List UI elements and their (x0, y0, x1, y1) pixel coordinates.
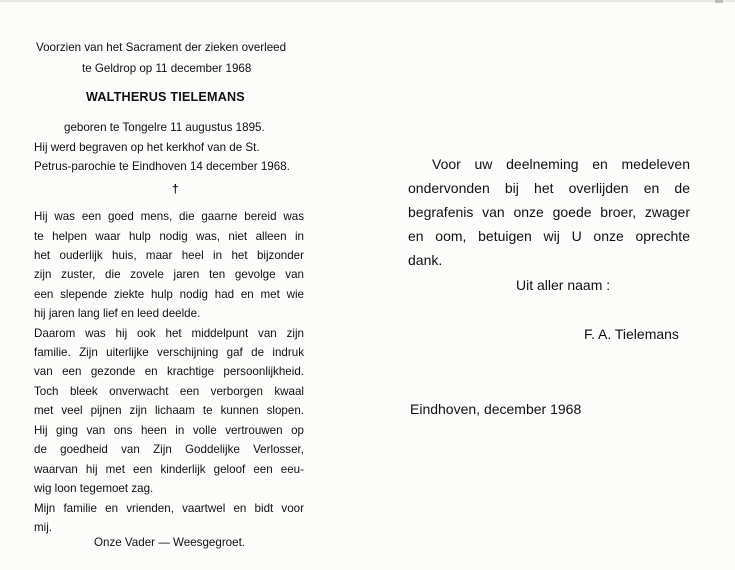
on-behalf-line: Uit aller naam : (516, 277, 611, 293)
body-line: met veel pijnen zijn lichaam te kunnen slopen. (34, 404, 304, 417)
body-line: wig loon tegemoet zag. (34, 482, 154, 495)
birth-line-2: Hij werd begraven op het kerkhof van de St. (34, 141, 260, 154)
body-line: familie. Zijn uiterlijke verschijning gaf de indruk (34, 346, 304, 359)
body-line: te helpen waar hulp nodig was, niet alleen in (34, 230, 304, 243)
header-line-1: Voorzien van het Sacrament der zieken overleed (36, 41, 287, 54)
body-line: een slepende ziekte hulp nodig had en met wie (34, 288, 304, 301)
corner-mark (715, 0, 723, 3)
body-line: hij jaren lang lief en leed deelde. (34, 307, 201, 320)
birth-line-1: geboren te Tongelre 11 augustus 1895. (64, 121, 265, 134)
body-line: mij. (34, 521, 53, 534)
cross-symbol: † (172, 182, 179, 196)
right-page (408, 0, 698, 570)
body-line: Daarom was hij ook het middelpunt van zijn (34, 327, 304, 340)
body-line: van een gezonde en krachtige persoonlijkheid. (34, 365, 304, 378)
thanks-line: dank. (408, 252, 443, 268)
deceased-name: WALTHERUS TIELEMANS (86, 90, 245, 104)
header-line-2: te Geldrop op 11 december 1968 (82, 62, 252, 75)
body-line: Mijn familie en vrienden, vaartwel en bidt voor (34, 502, 304, 515)
prayer-line: Onze Vader — Weesgegroet. (94, 536, 246, 549)
body-line: zijn zuster, die zovele jaren ten gevolge van (34, 268, 304, 281)
body-line: Toch bleek onverwacht een verborgen kwaal (34, 385, 304, 398)
place-date: Eindhoven, december 1968 (410, 401, 582, 417)
signature: F. A. Tielemans (584, 326, 679, 342)
thanks-line: en oom, betuigen wij U onze oprechte (408, 228, 690, 244)
thanks-line: ondervonden bij het overlijden en de (408, 180, 690, 196)
thanks-line: begrafenis van onze goede broer, zwager (408, 204, 690, 220)
body-line: waarvan hij met een kinderlijk geloof een eeu- (34, 463, 304, 476)
body-line: het ouderlijk huis, maar heel in het bijzonder (34, 249, 304, 262)
thanks-line: Voor uw deelneming en medeleven (432, 156, 690, 172)
left-page (28, 0, 328, 570)
body-line: Hij was een goed mens, die gaarne bereid was (34, 210, 304, 223)
body-line: de goedheid van Zijn Goddelijke Verlosser, (34, 443, 304, 456)
body-line: Hij ging van ons heen in volle vertrouwen op (34, 424, 304, 437)
birth-line-3: Petrus-parochie te Eindhoven 14 december 1968. (34, 160, 290, 173)
